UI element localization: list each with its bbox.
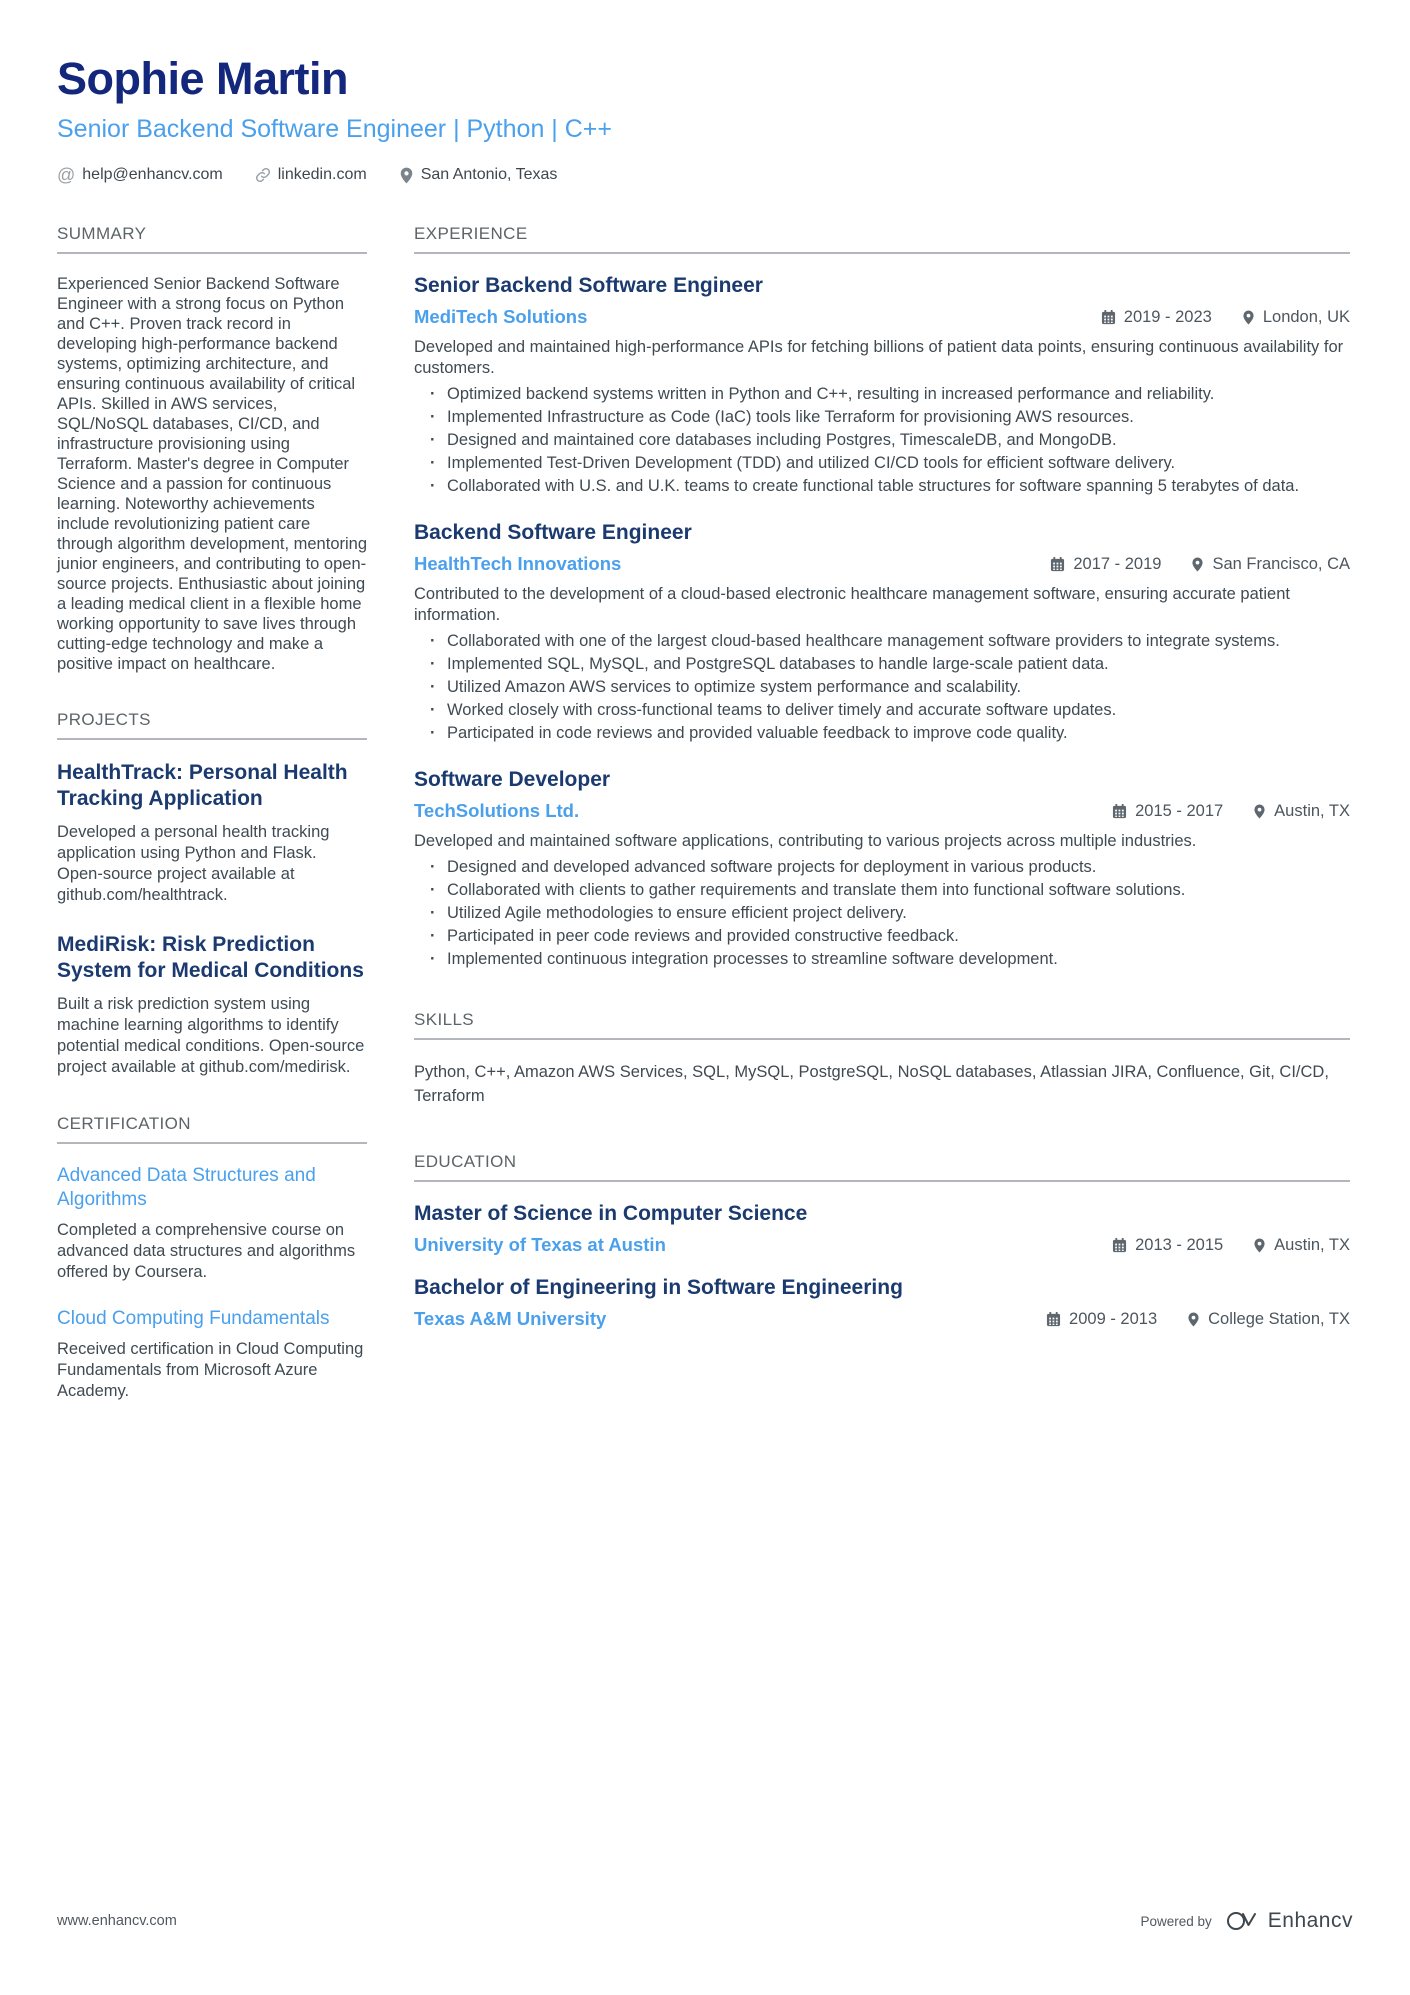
project-description: Built a risk prediction system using machine learning algorithms to identify potential medical conditions. Open-source project available at github.com/medirisk. (57, 995, 365, 1076)
enhancv-logo-icon (1226, 1909, 1260, 1933)
calendar-icon (1050, 557, 1065, 572)
right-column (414, 224, 1350, 1438)
location-item (399, 166, 558, 184)
link-icon (255, 167, 271, 183)
location-icon (1187, 1312, 1200, 1327)
certification-description: Received certification in Cloud Computing Fundamentals from Microsoft Azure Academy. (57, 1340, 364, 1400)
certification-section (57, 1114, 367, 1402)
location-icon (1191, 557, 1204, 572)
projects-heading: PROJECTS (57, 710, 367, 740)
experience-heading: EXPERIENCE (414, 224, 1350, 254)
enhancv-site-link[interactable]: www.enhancv.com (57, 1913, 177, 1929)
job-bullet: · Designed and maintained core databases including Postgres, TimescaleDB, and MongoDB. (414, 430, 1350, 451)
company-name: HealthTech Innovations (414, 553, 622, 574)
certification-description: Completed a comprehensive course on advanced data structures and algorithms offered by Coursera. (57, 1221, 356, 1281)
job-bullets (414, 631, 1350, 744)
job-summary: Contributed to the development of a cloud-based electronic healthcare management software, ensuring accurate patient information. (414, 585, 1290, 624)
linkedin-text: linkedin.com (277, 166, 367, 183)
company-name: TechSolutions Ltd. (414, 800, 580, 821)
location-icon (399, 167, 414, 184)
projects-section (57, 710, 367, 1078)
job-dates-text: 2017 - 2019 (1073, 554, 1162, 573)
job-meta (1112, 802, 1350, 821)
summary-text: Experienced Senior Backend Software Engineer with a strong focus on Python and C++. Proven track record in developing high-performance backend systems, optimizing architecture, and ensuring continuous availability of critical APIs. Skilled in AWS services, SQL/NoSQL databases, CI/CD, and infrastructure provisioning using Terraform. Master's degree in Computer Science and a passion for continuous learning. Noteworthy achievements include revolutionizing patient care through algorithm development, mentoring junior engineers, and contributing to open-source projects. Enthusiastic about joining a leading medical client in a flexible home working opportunity to save lives through cutting-edge technology and make a positive impact on healthcare. (57, 275, 368, 673)
degree-title: Bachelor of Engineering in Software Engineering (414, 1276, 903, 1299)
certification-item (57, 1164, 367, 1283)
job-dates (1101, 308, 1212, 327)
resume-body (57, 224, 1350, 1438)
degree-location (1187, 1310, 1350, 1329)
degree-meta (1046, 1310, 1350, 1329)
enhancv-wordmark: Enhancv (1267, 1909, 1353, 1932)
job-bullet: · Implemented continuous integration processes to streamline software development. (414, 949, 1350, 970)
job-bullet: · Implemented Test-Driven Development (TDD) and utilized CI/CD tools for efficient software delivery. (414, 453, 1350, 474)
degree-location-text: Austin, TX (1274, 1235, 1350, 1254)
location-text: San Antonio, Texas (420, 166, 558, 183)
left-column (57, 224, 367, 1438)
email-link[interactable] (57, 166, 223, 184)
job-bullet: · Utilized Amazon AWS services to optimize system performance and scalability. (414, 677, 1350, 698)
skills-heading: SKILLS (414, 1010, 1350, 1040)
school-name: Texas A&M University (414, 1308, 607, 1329)
job-location-text: Austin, TX (1274, 801, 1350, 820)
company-name: MediTech Solutions (414, 306, 588, 327)
job-bullet: · Implemented Infrastructure as Code (IaC) tools like Terraform for provisioning AWS resources. (414, 407, 1350, 428)
job-org-row (414, 553, 1350, 575)
degree-meta (1112, 1236, 1350, 1255)
job-summary: Developed and maintained high-performance APIs for fetching billions of patient data points, ensuring continuous availability for customers. (414, 338, 1344, 377)
location-icon (1242, 310, 1255, 325)
job-location-text: London, UK (1262, 307, 1350, 326)
job-bullet: · Implemented SQL, MySQL, and PostgreSQL databases to handle large-scale patient data. (414, 654, 1350, 675)
job-meta (1050, 555, 1350, 574)
powered-by-label: Powered by (1140, 1913, 1212, 1929)
job-bullet: · Worked closely with cross-functional teams to deliver timely and accurate software updates. (414, 700, 1350, 721)
job-dates (1112, 802, 1223, 821)
project-title: HealthTrack: Personal Health Tracking Application (57, 761, 348, 810)
enhancv-brand-link[interactable] (1226, 1909, 1353, 1933)
school-org-row (414, 1234, 1350, 1256)
degree-location (1253, 1236, 1350, 1255)
job-location (1242, 308, 1350, 327)
job-location (1191, 555, 1350, 574)
job-bullet: · Collaborated with U.S. and U.K. teams to create functional table structures for software spanning 5 terabytes of data. (414, 476, 1350, 497)
degree-dates (1046, 1310, 1157, 1329)
at-icon: @ (57, 165, 76, 185)
job-bullet: · Participated in code reviews and provided valuable feedback to improve code quality. (414, 723, 1350, 744)
degree-title: Master of Science in Computer Science (414, 1202, 808, 1225)
certification-item (57, 1307, 367, 1402)
calendar-icon (1101, 310, 1116, 325)
job-bullet: · Participated in peer code reviews and provided constructive feedback. (414, 926, 1350, 947)
certification-title: Cloud Computing Fundamentals (57, 1308, 330, 1329)
job-title: Software Developer (414, 768, 611, 791)
degree-location-text: College Station, TX (1208, 1309, 1350, 1328)
person-name: Sophie Martin (57, 53, 349, 104)
calendar-icon (1112, 1238, 1127, 1253)
project-title: MediRisk: Risk Prediction System for Medical Conditions (57, 933, 364, 982)
job-location-text: San Francisco, CA (1212, 554, 1350, 573)
location-icon (1253, 804, 1266, 819)
resume-header (57, 53, 1350, 184)
experience-section (414, 224, 1350, 970)
job-dates (1050, 555, 1161, 574)
page-footer (57, 1909, 1353, 1933)
email-text: help@enhancv.com (82, 166, 223, 183)
certification-heading: CERTIFICATION (57, 1114, 367, 1144)
education-entry (414, 1202, 1350, 1256)
job-bullet: · Utilized Agile methodologies to ensure efficient project delivery. (414, 903, 1350, 924)
summary-section (57, 224, 367, 674)
job-org-row (414, 306, 1350, 328)
job-bullets (414, 857, 1350, 970)
experience-entry (414, 768, 1350, 970)
location-icon (1253, 1238, 1266, 1253)
contact-row (57, 166, 1350, 184)
education-section (414, 1152, 1350, 1330)
degree-dates-text: 2009 - 2013 (1069, 1309, 1158, 1328)
job-location (1253, 802, 1350, 821)
skills-section (414, 1010, 1350, 1108)
job-summary: Developed and maintained software applications, contributing to various projects across multiple industries. (414, 832, 1197, 850)
job-dates-text: 2019 - 2023 (1123, 307, 1212, 326)
job-bullet: · Collaborated with one of the largest cloud-based healthcare management software providers to integrate systems. (414, 631, 1350, 652)
summary-heading: SUMMARY (57, 224, 367, 254)
education-entry (414, 1276, 1350, 1330)
certification-title: Advanced Data Structures and Algorithms (57, 1165, 316, 1210)
experience-entry (414, 274, 1350, 497)
project-item (57, 760, 367, 906)
person-headline: Senior Backend Software Engineer | Python | C++ (57, 115, 612, 143)
job-dates-text: 2015 - 2017 (1135, 801, 1224, 820)
job-bullets (414, 384, 1350, 497)
job-meta (1101, 308, 1350, 327)
job-bullet: · Optimized backend systems written in Python and C++, resulting in increased performance and reliability. (414, 384, 1350, 405)
degree-dates (1112, 1236, 1223, 1255)
linkedin-link[interactable] (255, 166, 367, 184)
job-org-row (414, 800, 1350, 822)
powered-by-group (1140, 1909, 1353, 1933)
job-title: Senior Backend Software Engineer (414, 274, 763, 297)
degree-dates-text: 2013 - 2015 (1135, 1235, 1224, 1254)
calendar-icon (1112, 804, 1127, 819)
school-org-row (414, 1308, 1350, 1330)
project-description: Developed a personal health tracking application using Python and Flask. Open-source project available at github.com/healthtrack. (57, 823, 330, 904)
job-title: Backend Software Engineer (414, 521, 692, 544)
skills-text: Python, C++, Amazon AWS Services, SQL, MySQL, PostgreSQL, NoSQL databases, Atlassian JIRA, Confluence, Git, CI/CD, Terraform (414, 1063, 1329, 1105)
job-bullet: · Collaborated with clients to gather requirements and translate them into functional software solutions. (414, 880, 1350, 901)
project-item (57, 932, 367, 1078)
education-heading: EDUCATION (414, 1152, 1350, 1182)
school-name: University of Texas at Austin (414, 1234, 666, 1255)
experience-entry (414, 521, 1350, 744)
calendar-icon (1046, 1312, 1061, 1327)
job-bullet: · Designed and developed advanced software projects for deployment in various products. (414, 857, 1350, 878)
